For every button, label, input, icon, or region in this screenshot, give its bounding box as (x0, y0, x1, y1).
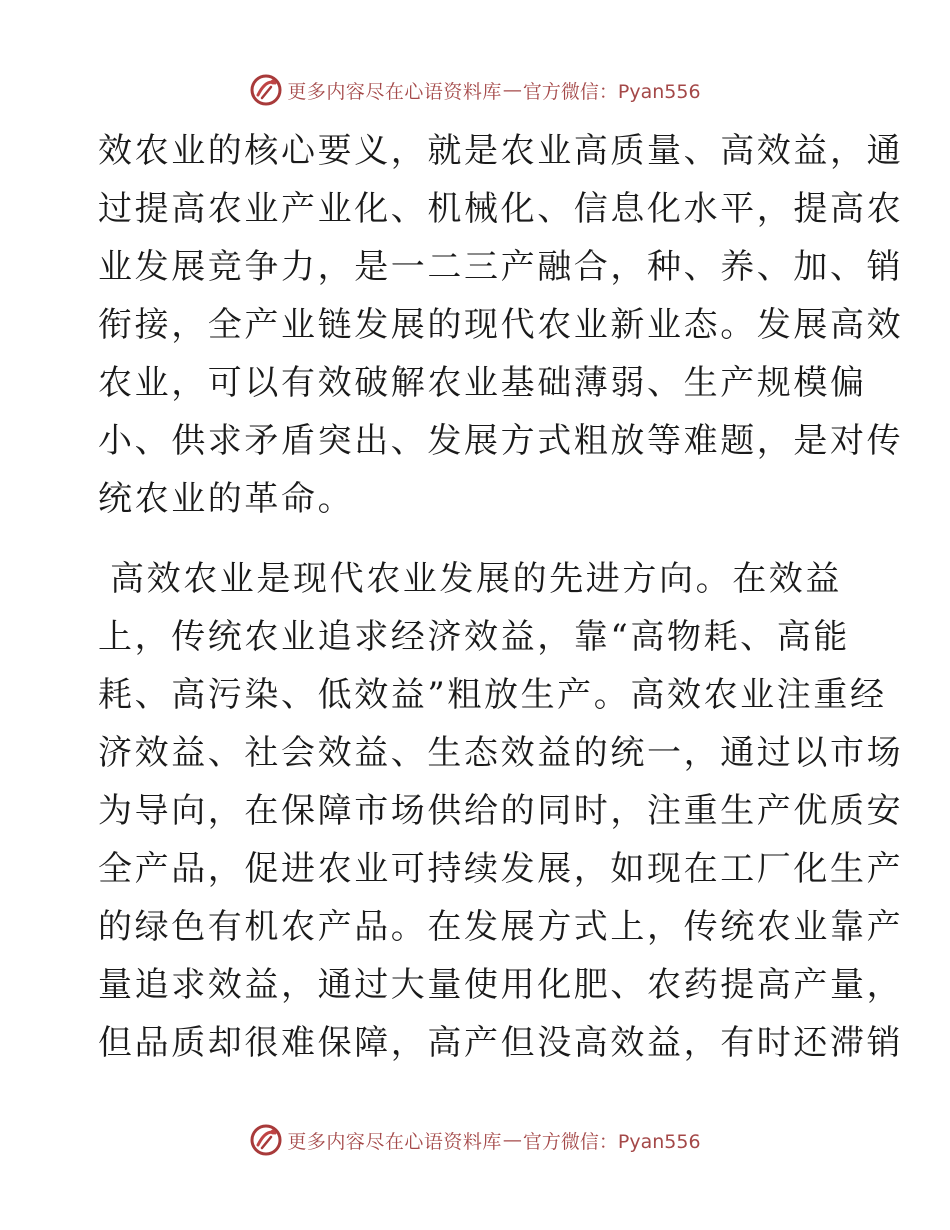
watermark-wechat-text: 官方微信：Pyan556 (522, 1130, 701, 1153)
text-line: 的绿色有机农产品。在发展方式上，传统农业靠产 (98, 907, 904, 947)
logo-icon (249, 73, 283, 107)
text-line: 效农业的核心要义，就是农业高质量、高效益，通 (98, 131, 904, 171)
text-line: 量追求效益，通过大量使用化肥、农药提高产量， (98, 965, 904, 1005)
watermark-site-text: 更多内容尽在心语资料库 (287, 1130, 502, 1153)
text-line: 统农业的革命。 (98, 479, 355, 519)
footer-watermark (0, 1120, 950, 1160)
text-line: 过提高农业产业化、机械化、信息化水平，提高农 (98, 189, 904, 229)
text-line: 济效益、社会效益、生态效益的统一，通过以市场 (98, 733, 904, 773)
header-watermark (0, 70, 950, 110)
watermark-wechat-text: 官方微信：Pyan556 (522, 80, 701, 103)
text-line: 小、供求矛盾突出、发展方式粗放等难题，是对传 (98, 421, 904, 461)
paragraph-2 (98, 550, 904, 1072)
text-line: 高效农业是现代农业发展的先进方向。在效益 (110, 559, 842, 599)
text-line: 衔接，全产业链发展的现代农业新业态。发展高效 (98, 305, 904, 345)
document-body (98, 122, 904, 1072)
text-line: 全产品，促进农业可持续发展，如现在工厂化生产 (98, 849, 904, 889)
text-line: 耗、高污染、低效益”粗放生产。高效农业注重经 (98, 675, 887, 715)
watermark-site-text: 更多内容尽在心语资料库 (287, 80, 502, 103)
watermark-separator: — (502, 1129, 522, 1151)
paragraph-spacer (98, 528, 858, 550)
text-line: 农业，可以有效破解农业基础薄弱、生产规模偏 (98, 363, 867, 403)
text-line: 上，传统农业追求经济效益，靠“高物耗、高能 (98, 617, 850, 657)
paragraph-1 (98, 122, 904, 528)
watermark-separator: — (502, 79, 522, 101)
text-line: 但品质却很难保障，高产但没高效益，有时还滞销 (98, 1023, 904, 1063)
text-line: 业发展竞争力，是一二三产融合，种、养、加、销 (98, 247, 904, 287)
logo-icon (249, 1123, 283, 1157)
text-line: 为导向，在保障市场供给的同时，注重生产优质安 (98, 791, 904, 831)
